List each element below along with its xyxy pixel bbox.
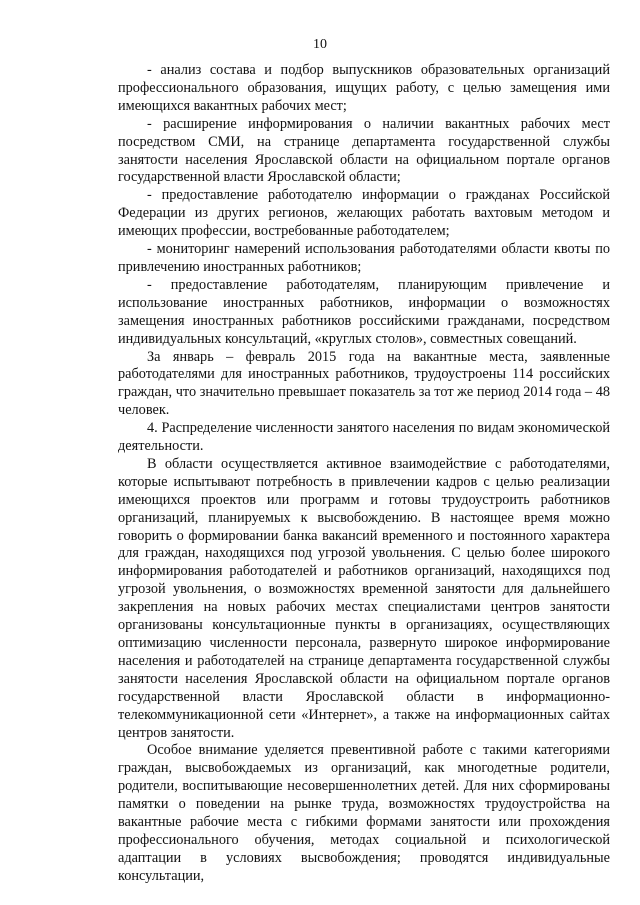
paragraph-bullet-media: - расширение информирования о наличии вакантных рабочих мест посредством СМИ, на странице департамента государственной службы занятости населения Ярославской области на официальном портале органов государственной власти Ярославской области; xyxy=(118,115,610,186)
paragraph-bullet-quota: - мониторинг намерений использования работодателями области квоты по привлечению иностранных работников; xyxy=(118,241,610,275)
paragraph-preventive-work: Особое внимание уделяется превентивной работе с такими категориями граждан, высвобождаемых из организаций, как многодетные родители, родители, воспитывающие несовершеннолетних детей. Для них сформированы памятки о поведении на рынке труда, возможностях трудоустройства на вакантные рабочие места с гибкими формами занятости или прохождения профессионального обучения, методах социальной и психологической адаптации в условиях высвобождения; проводятся индивидуальные консультации, xyxy=(118,742,610,884)
paragraph-employer-interaction: В области осуществляется активное взаимодействие с работодателями, которые испытывают потребность в привлечении кадров с целью реализации имеющихся проектов или программ и готовы трудоустроить работников организаций, планируемых к высвобождению. В настоящее время можно говорить о формировании банка вакансий временного и постоянного характера для граждан, находящихся под угрозой увольнения. С целью более широкого информирования работодателей и работников организаций, находящихся под угрозой увольнения, о возможностях временной занятости для дальнейшего закрепления на новых рабочих местах специалистами центров занятости организованы консультационные пункты в организациях, осуществляющих оптимизацию численности персонала, развернуто широкое информирование населения и работодателей на странице департамента государственной службы занятости населения Ярославской области на официальном портале органов государственной власти Ярославской области в информационно-телекоммуникационной сети «Интернет», а также на информационных сайтах центров занятости. xyxy=(118,455,610,741)
paragraph-bullet-foreign-workers: - предоставление работодателям, планирующим привлечение и использование иностранных работников, информации о возможностях замещения иностранных работников российскими гражданами, посредством индивидуальных консультаций, «круглых столов», совместных совещаний. xyxy=(118,276,610,347)
paragraph-bullet-graduates: - анализ состава и подбор выпускников образовательных организаций профессионального образования, ищущих работу, с целью замещения ими имеющихся вакантных рабочих мест; xyxy=(118,62,610,114)
paragraph-employment-stats: За январь – февраль 2015 года на вакантные места, заявленные работодателями для иностранных работников, трудоустроены 114 российских граждан, что значительно превышает показатель за тот же период 2014 года – 48 человек. xyxy=(118,348,610,419)
paragraph-bullet-regions: - предоставление работодателю информации о гражданах Российской Федерации из других регионов, желающих работать вахтовым методом и имеющих профессии, востребованные работодателем; xyxy=(118,187,610,240)
page-number: 10 xyxy=(313,37,327,52)
paragraph-section-heading: 4. Распределение численности занятого населения по видам экономической деятельности. xyxy=(118,420,610,455)
document-body xyxy=(118,62,610,886)
